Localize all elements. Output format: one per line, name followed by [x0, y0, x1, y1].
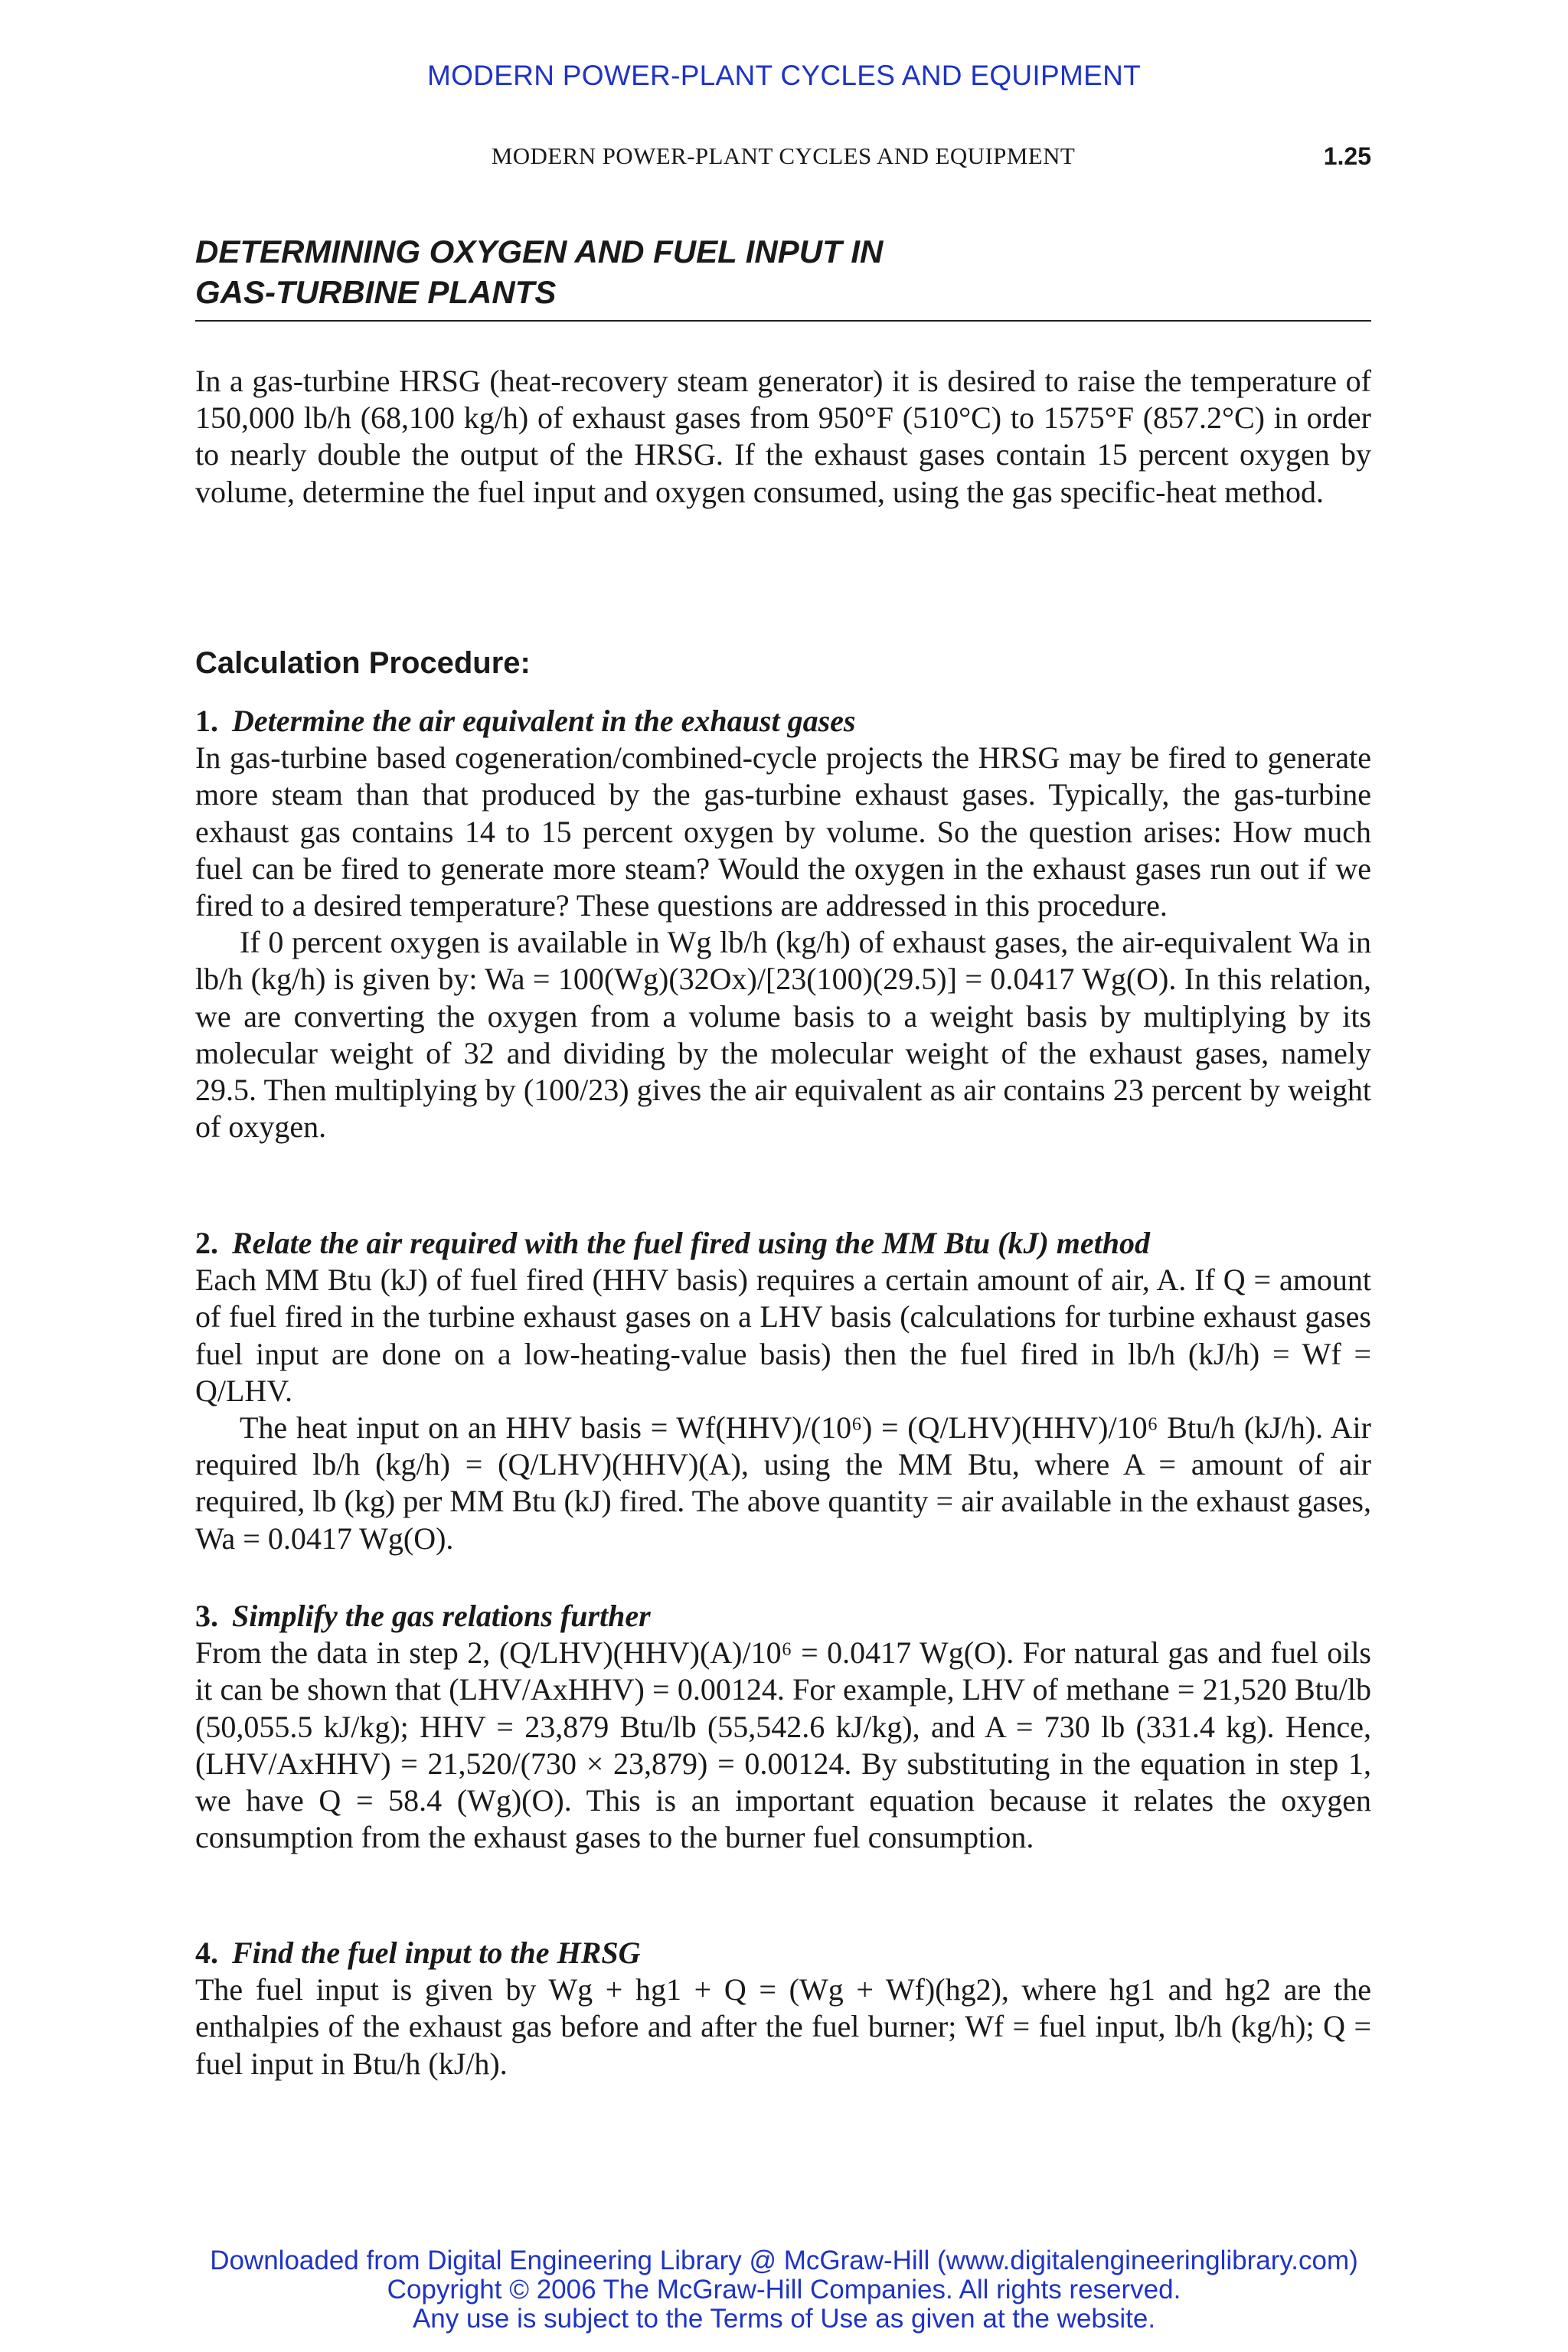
- section-title-line-1: DETERMINING OXYGEN AND FUEL INPUT IN: [195, 234, 884, 270]
- step-2-paragraph-1: Each MM Btu (kJ) of fuel fired (HHV basis) requires a certain amount of air, A. If Q = amount of fuel fired in the turbine exhaust gases on a LHV basis (calculations for turbine exhaust gases fuel input are done on a low-heating-value basis) then the fuel fired in lb/h (kJ/h) = Wf = Q/LHV.: [195, 1263, 1371, 1408]
- running-head: [195, 142, 1371, 176]
- step-4-heading: [195, 1935, 1371, 1971]
- top-banner: MODERN POWER-PLANT CYCLES AND EQUIPMENT: [426, 60, 1142, 91]
- problem-statement: [195, 363, 1371, 511]
- step-3-heading: [195, 1598, 1371, 1635]
- step-1: [195, 703, 1371, 1145]
- step-2: [195, 1225, 1371, 1557]
- footer: [0, 2246, 1568, 2334]
- step-2-title: Relate the air required with the fuel fired using the MM Btu (kJ) method: [232, 1226, 1150, 1260]
- problem-paragraph: In a gas-turbine HRSG (heat-recovery steam generator) it is desired to raise the temperature of 150,000 lb/h (68,100 kg/h) of exhaust gases from 950°F (510°C) to 1575°F (857.2°C) in order to nearly double the output of the HRSG. If the exhaust gases contain 15 percent oxygen by volume, determine the fuel input and oxygen consumed, using the gas specific-heat method.: [195, 364, 1371, 509]
- step-1-number: 1.: [195, 704, 218, 738]
- page-number: 1.25: [1323, 142, 1371, 170]
- footer-copyright-line: Copyright © 2006 The McGraw-Hill Companies. All rights reserved.: [387, 2275, 1181, 2305]
- step-3-paragraph-1: From the data in step 2, (Q/LHV)(HHV)(A)/10⁶ = 0.0417 Wg(O). For natural gas and fuel oils it can be shown that (LHV/AxHHV) = 0.00124. For example, LHV of methane = 21,520 Btu/lb (50,055.5 kJ/kg); HHV = 23,879 Btu/lb (55,542.6 kJ/kg), and A = 730 lb (331.4 kg). Hence, (LHV/AxHHV) = 21,520/(730 × 23,879) = 0.00124. By substituting in the equation in step 1, we have Q = 58.4 (Wg)(O). This is an important equation because it relates the oxygen consumption from the exhaust gases to the burner fuel consumption.: [195, 1635, 1371, 1855]
- step-1-paragraph-2: If 0 percent oxygen is available in Wg lb/h (kg/h) of exhaust gases, the air-equivalent Wa in lb/h (kg/h) is given by: Wa = 100(Wg)(32Ox)/[23(100)(29.5)] = 0.0417 Wg(O). In this relation, we are converting the oxygen from a volume basis to a weight basis by multiplying by its molecular weight of 32 and dividing by the molecular weight of the exhaust gases, namely 29.5. Then multiplying by (100/23) gives the air equivalent as air contains 23 percent by weight of oxygen.: [195, 925, 1371, 1145]
- step-4-paragraph-1: The fuel input is given by Wg + hg1 + Q = (Wg + Wf)(hg2), where hg1 and hg2 are the enthalpies of the exhaust gas before and after the fuel burner; Wf = fuel input, lb/h (kg/h); Q = fuel input in Btu/h (kJ/h).: [195, 1972, 1371, 2081]
- title-rule: [195, 320, 1371, 322]
- step-2-number: 2.: [195, 1226, 218, 1260]
- step-3: [195, 1598, 1371, 1856]
- step-3-title: Simplify the gas relations further: [232, 1599, 651, 1633]
- step-4-number: 4.: [195, 1936, 218, 1970]
- procedure-heading: Calculation Procedure:: [195, 646, 531, 680]
- running-head-title: MODERN POWER-PLANT CYCLES AND EQUIPMENT: [491, 142, 1076, 169]
- step-4: [195, 1935, 1371, 2082]
- section-title-line-2: GAS-TURBINE PLANTS: [195, 274, 557, 310]
- step-2-paragraph-2: The heat input on an HHV basis = Wf(HHV)/(10⁶) = (Q/LHV)(HHV)/10⁶ Btu/h (kJ/h). Air required lb/h (kg/h) = (Q/LHV)(HHV)(A), using the MM Btu, where A = amount of air required, lb (kg) per MM Btu (kJ) fired. The above quantity = air available in the exhaust gases, Wa = 0.0417 Wg(O).: [195, 1410, 1371, 1556]
- footer-download-line: Downloaded from Digital Engineering Library @ McGraw-Hill (www.digitalengineeringlibrary.com): [210, 2246, 1358, 2275]
- step-3-number: 3.: [195, 1599, 218, 1633]
- step-2-heading: [195, 1225, 1371, 1262]
- step-1-heading: [195, 703, 1371, 740]
- step-1-title: Determine the air equivalent in the exhaust gases: [232, 704, 856, 738]
- step-4-title: Find the fuel input to the HRSG: [232, 1936, 641, 1970]
- step-1-paragraph-1: In gas-turbine based cogeneration/combined-cycle projects the HRSG may be fired to generate more steam than that produced by the gas-turbine exhaust gases. Typically, the gas-turbine exhaust gas contains 14 to 15 percent oxygen by volume. So the question arises: How much fuel can be fired to generate more steam? Would the oxygen in the exhaust gases run out if we fired to a desired temperature? These questions are addressed in this procedure.: [195, 740, 1371, 923]
- section-title: [195, 231, 1371, 312]
- footer-terms-line: Any use is subject to the Terms of Use as given at the website.: [412, 2304, 1156, 2334]
